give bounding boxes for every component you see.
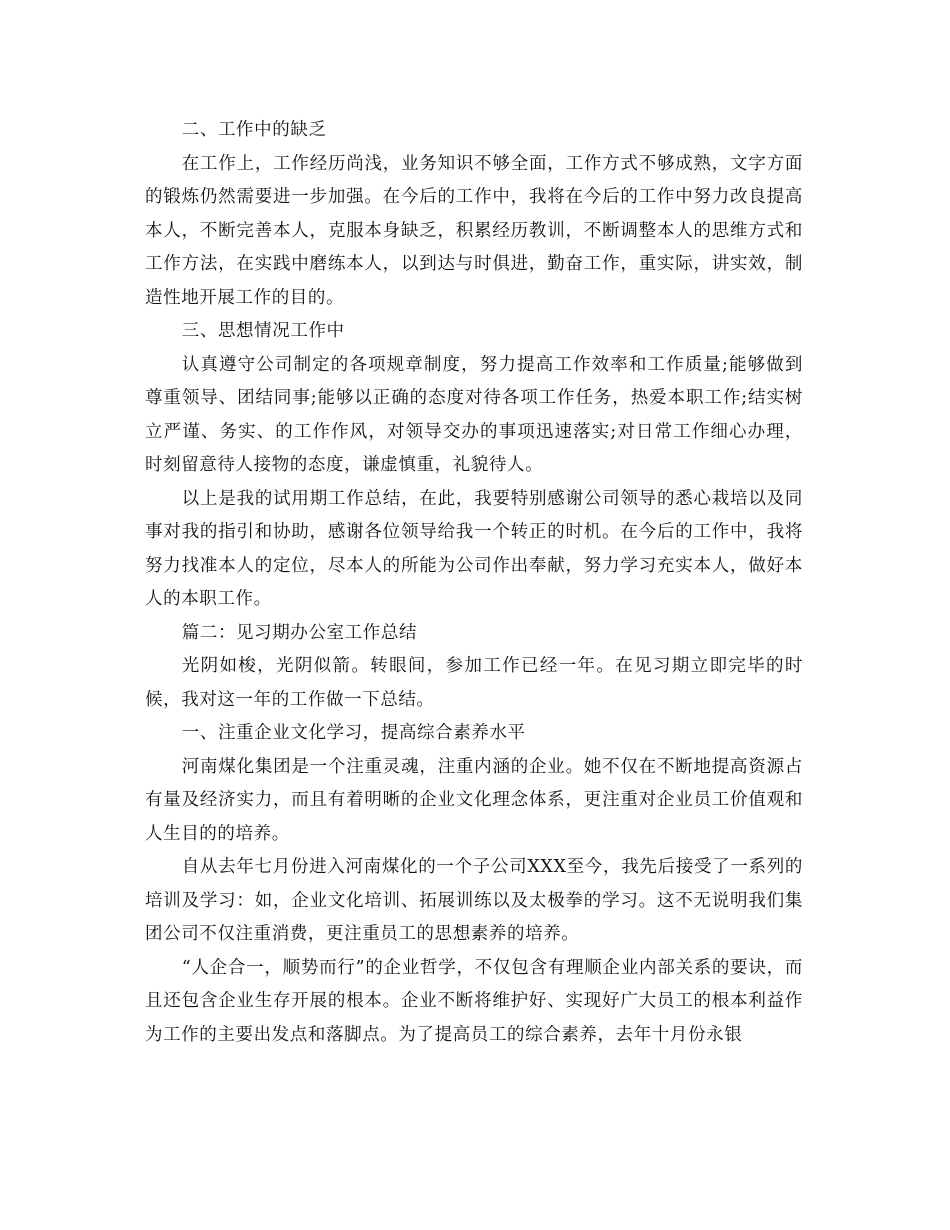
paragraph-thought: 认真遵守公司制定的各项规章制度，努力提高工作效率和工作质量;能够做到尊重领导、团结同事;能够以正确的态度对待各项工作任务，热爱本职工作;结实树立严谨、务实、的工作作风，对领导交办的事项迅速落实;对日常工作细心办理，时刻留意待人接物的态度，谦虚慎重，礼貌待人。 [145, 354, 803, 475]
paragraph-closing: 以上是我的试用期工作总结，在此，我要特别感谢公司领导的悉心栽培以及同事对我的指引和协助，感谢各位领导给我一个转正的时机。在今后的工作中，我将努力找准本人的定位，尽本人的所能为公司作出奉献，努力学习充实本人，做好本人的本职工作。 [145, 488, 803, 609]
document-body [145, 114, 803, 1052]
paragraph-deficiencies: 在工作上，工作经历尚浅，业务知识不够全面，工作方式不够成熟，文字方面的锻炼仍然需要进一步加强。在今后的工作中，我将在今后的工作中努力改良提高本人，不断完善本人，克服本身缺乏，积累经历教训，不断调整本人的思维方式和工作方法，在实践中磨练本人，以到达与时俱进，勤奋工作，重实际，讲实效，制造性地开展工作的目的。 [145, 153, 803, 308]
section-heading-deficiencies: 二、工作中的缺乏 [181, 120, 327, 140]
section-heading-thought: 三、思想情况工作中 [181, 321, 345, 341]
paragraph-company: 河南煤化集团是一个注重灵魂，注重内涵的企业。她不仅在不断地提高资源占有量及经济实力，而且有着明晰的企业文化理念体系，更注重对企业员工价值观和人生目的的培养。 [145, 756, 803, 844]
article-two-title: 篇二：见习期办公室工作总结 [181, 622, 418, 643]
paragraph-philosophy: “人企合一，顺势而行”的企业哲学，不仅包含有理顺企业内部关系的要诀，而且还包含企业生存开展的根本。企业不断将维护好、实现好广大员工的根本利益作为工作的主要出发点和落脚点。为了提高员工的综合素养，去年十月份永银 [145, 957, 803, 1045]
paragraph-training: 自从去年七月份进入河南煤化的一个子公司XXX至今，我先后接受了一系列的培训及学习：如，企业文化培训、拓展训练以及太极拳的学习。这不无说明我们集团公司不仅注重消费，更注重员工的思想素养的培养。 [145, 857, 803, 944]
paragraph-intro: 光阴如梭，光阴似箭。转眼间，参加工作已经一年。在见习期立即完毕的时候，我对这一年的工作做一下总结。 [145, 656, 803, 710]
section-heading-culture: 一、注重企业文化学习，提高综合素养水平 [181, 723, 526, 743]
